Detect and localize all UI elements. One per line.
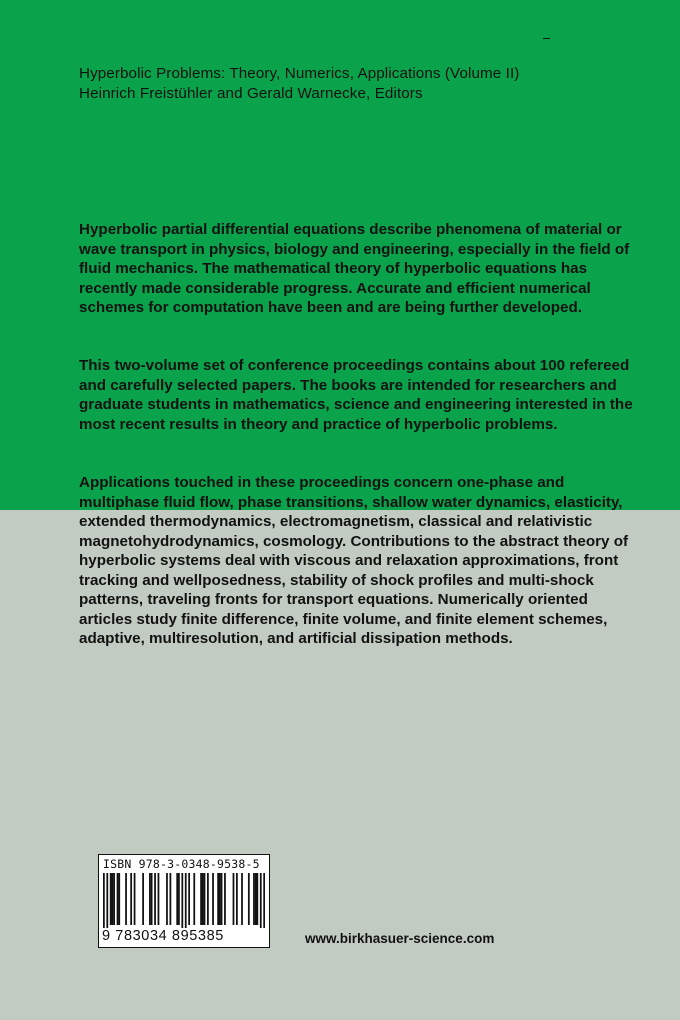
barcode-bar [193, 873, 195, 925]
ean-digits: 9 783034 895385 [102, 928, 268, 944]
blurb-paragraph-1: Hyperbolic partial differential equations describe phenomena of material or wave transport in physics, biology and engineering, especially in the field of fluid mechanics. The mathematical theory of hyperbolic equations has recently made considerable progress. Accurate and efficient numerical schemes for computation have been and are being further developed. [79, 221, 630, 316]
publisher-website: www.birkhasuer-science.com [305, 931, 495, 946]
barcode-bar [204, 873, 206, 925]
barcode-bar [151, 873, 153, 925]
blurb-paragraph-3: Applications touched in these proceedings concern one-phase and multiphase fluid flow, phase transitions, shallow water dynamics, elasticity, extended thermodynamics, electromagnetism, classical and relativistic magnetohydrodynamics, cosmology. Contributions to the abstract theory of hyperbolic systems deal with viscous and relaxation approximations, front tracking and wellposedness, stability of shock profiles and multi-shock patterns, traveling fronts for transport equations. Numerically oriented articles study finite difference, finite volume, and finite element schemes, adaptive, multiresolution, and artificial dissipation methods. [79, 474, 629, 647]
blurb-paragraph-2: This two-volume set of conference proceedings contains about 100 refereed and carefully selected papers. The books are intended for researchers and graduate students in mathematics, science and engineering interested in the most recent results in theory and practice of hyperbolic problems. [79, 357, 633, 433]
barcode-bar [178, 873, 180, 925]
barcode-bar [255, 873, 257, 925]
barcode-bar [113, 873, 115, 925]
barcode-bar [125, 873, 127, 925]
book-header [79, 64, 639, 104]
barcode-bar [117, 873, 119, 925]
barcode-bar [207, 873, 209, 925]
barcode-bar [263, 873, 265, 931]
barcode-bar [221, 873, 223, 925]
barcode-bar [166, 873, 168, 925]
barcode-bar [110, 873, 112, 925]
barcode-bar [149, 873, 151, 925]
book-title: Hyperbolic Problems: Theory, Numerics, Applications (Volume II) [79, 65, 520, 82]
barcode-bar [130, 873, 132, 925]
barcode-bar [241, 873, 243, 925]
barcode-bars [103, 873, 265, 931]
barcode-bar [217, 873, 219, 925]
barcode-bar [253, 873, 255, 925]
barcode-bar [200, 873, 202, 925]
barcode-bar [106, 873, 108, 931]
barcode-bar [248, 873, 250, 925]
crop-mark [543, 38, 550, 39]
barcode-bar [170, 873, 172, 925]
barcode-bar [219, 873, 221, 925]
book-editors: Heinrich Freistühler and Gerald Warnecke, Editors [79, 85, 423, 102]
barcode-bar [181, 873, 183, 931]
barcode-bar [158, 873, 160, 925]
isbn-label: ISBN 978-3-0348-9538-5 [103, 857, 260, 871]
barcode-bar [142, 873, 144, 925]
barcode-bar [176, 873, 178, 925]
barcode-bar [202, 873, 204, 925]
barcode-bar [224, 873, 226, 925]
barcode-bar [256, 873, 258, 925]
barcode-bar [188, 873, 190, 925]
barcode-bar [103, 873, 105, 931]
isbn-barcode [98, 854, 270, 948]
barcode-bar [118, 873, 120, 925]
barcode-bar [185, 873, 187, 931]
barcode-bar [233, 873, 235, 925]
barcode-bar [260, 873, 262, 931]
barcode-bar [154, 873, 156, 925]
barcode-bar [236, 873, 238, 925]
barcode-bar [112, 873, 114, 925]
barcode-bar [134, 873, 136, 925]
barcode-bar [212, 873, 214, 925]
